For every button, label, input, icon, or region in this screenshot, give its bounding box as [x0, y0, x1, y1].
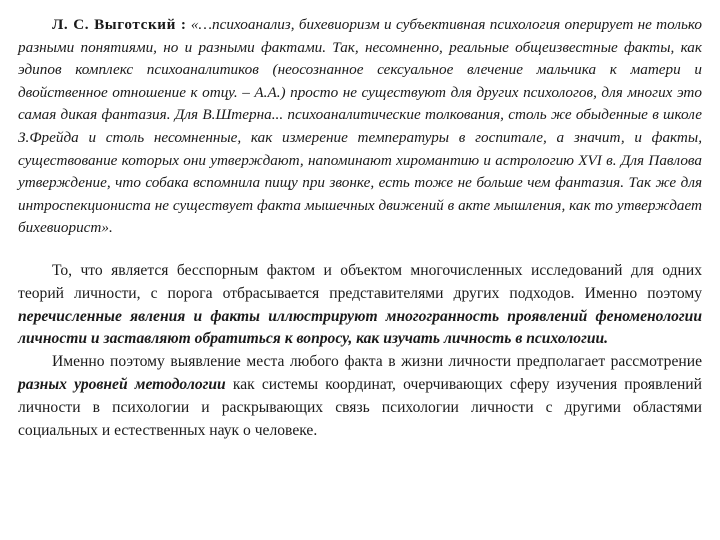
- vygotsky-quote: [18, 14, 702, 240]
- paragraph-facts-text: То, что является бесспорным фактом и объектом многочисленных исследований для одних теорий личности, с порога отбрасывается представителями других подходов. Именно поэтому: [18, 261, 702, 302]
- paragraph-facts-emphasis: перечисленные явления и факты иллюстрируют многогранность проявлений феноменологии личности и заставляют обратиться к вопросу, как изучать личность в психологии.: [18, 307, 702, 348]
- paragraph-methodology-text-start: Именно поэтому выявление места любого факта в жизни личности предполагает рассмотрение: [52, 353, 702, 371]
- document-page: [18, 14, 702, 442]
- quote-author: Л. С. Выготский :: [52, 16, 187, 33]
- quote-text: «…психоанализ, бихевиоризм и субъективная психология оперирует не только разными понятиями, но и разными фактами. Так, несомненно, реальные общеизвестные факты, как эдипов комплекс психоаналитиков (неосознанное сексуальное влечение мальчика к матери и двойственное отношение к отцу. – А.А.) просто не существуют для других психологов, для многих это самая дикая фантазия. Для В.Штерна... психоаналитические толкования, столь же обыденные в школе З.Фрейда и столь несомненные, как измерение температуры в госпитале, а значит, и факты, существование которых они утверждают, напоминают хиромантию и астрологию XVI в. Для Павлова утверждение, что собака вспомнила пищу при звонке, есть тоже не больше чем фантазия. Так же для интроспекциониста не существует факта мышечных движений в акте мышления, как то утверждает бихевиорист».: [18, 16, 702, 237]
- paragraph-facts: [18, 260, 702, 351]
- paragraph-spacer: [18, 240, 702, 260]
- paragraph-methodology-emphasis: разных уровней методологии: [18, 375, 226, 393]
- paragraph-methodology: [18, 351, 702, 442]
- paragraph-methodology-text-end: как системы координат, очерчивающих сферу изучения проявлений личности в психологии и раскрывающих связь психологии личности с другими областями социальных и естественных наук о человеке.: [18, 375, 702, 439]
